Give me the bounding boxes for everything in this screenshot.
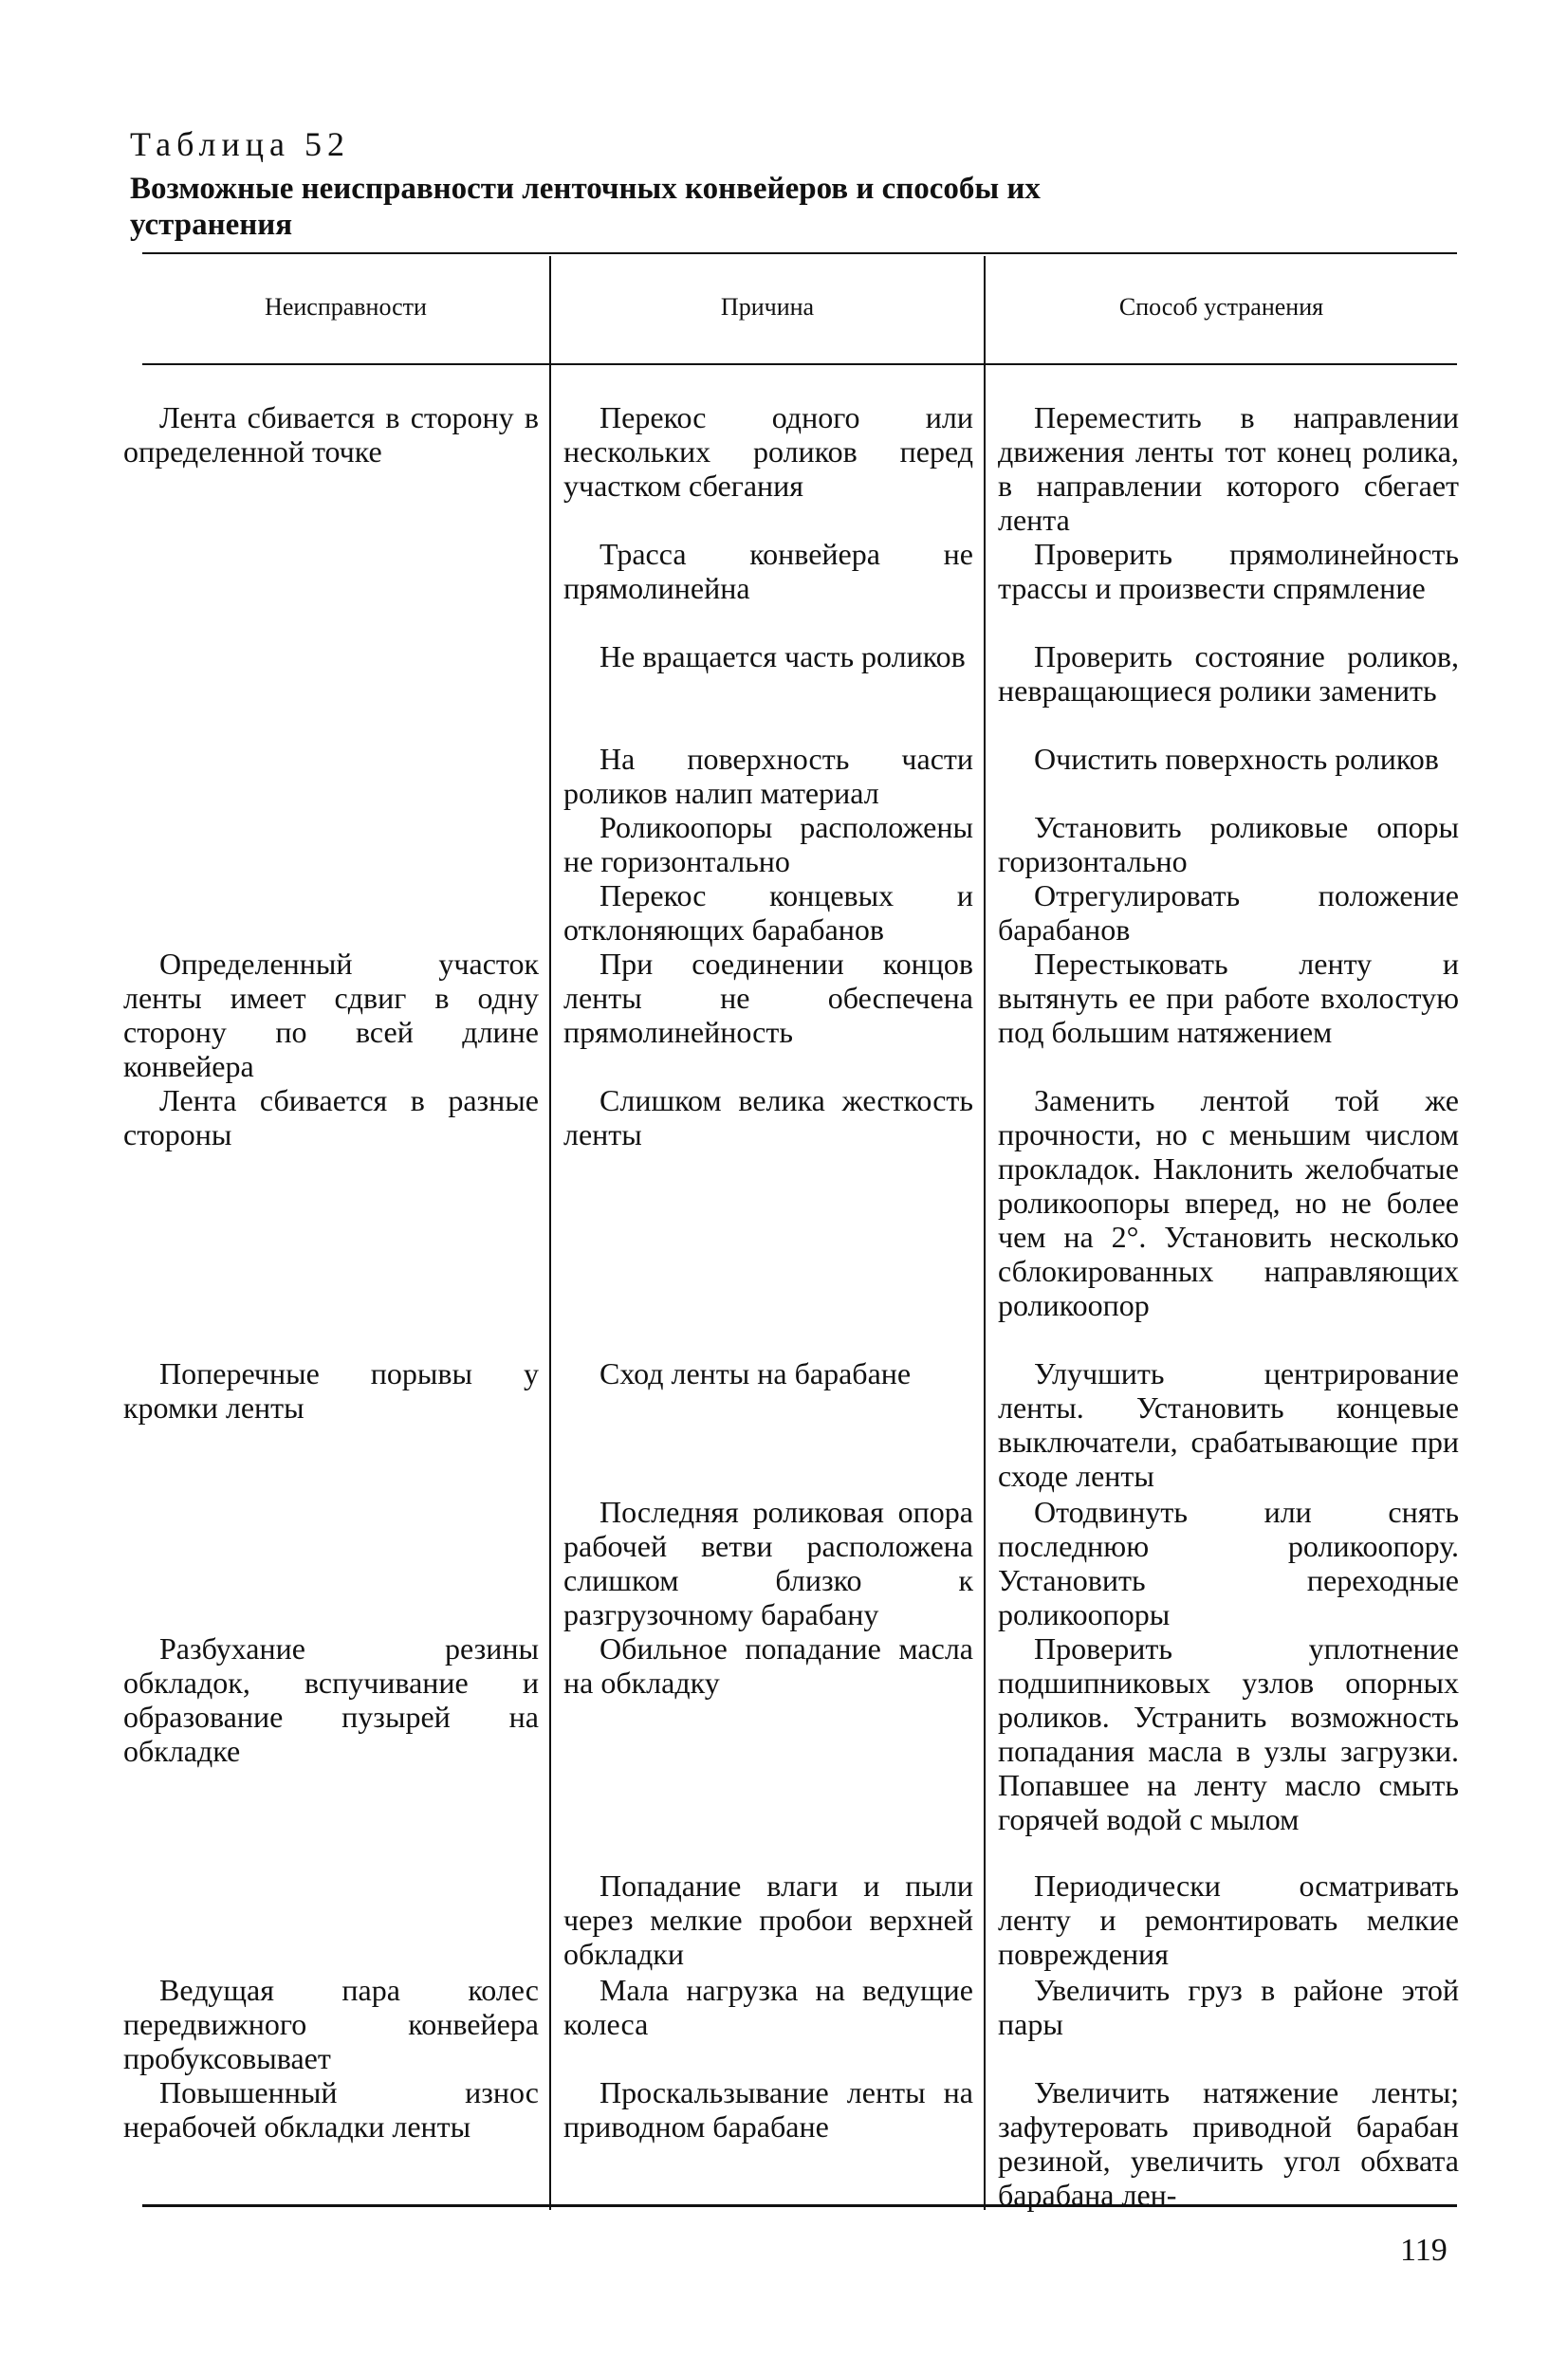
cause-cell: Последняя роликовая опора рабочей ветви расположена слишком близко к разгрузочному барабану: [563, 1495, 973, 1631]
remedy-cell: Отодвинуть или снять последнюю роликоопору. Установить переходные роликоопоры: [998, 1495, 1459, 1631]
cause-cell: Сход ленты на барабане: [600, 1356, 912, 1390]
cause-cell: Трасса конвейера не прямолинейна: [563, 537, 973, 605]
header-cause: Причина: [720, 293, 815, 321]
remedy-cell: Увеличить натяжение ленты; зафутеровать приводной барабан резиной, увеличить угол обхвата барабана лен-: [998, 2075, 1459, 2212]
table-title: Возможные неисправности ленточных конвейеров и способы их устранения: [130, 172, 1041, 242]
remedy-cell: Отрегулировать положение барабанов: [998, 878, 1459, 947]
remedy-cell: Проверить прямолинейность трассы и произвести спрямление: [998, 537, 1459, 605]
header-bottom-rule: [142, 363, 1457, 365]
fault-cell: Разбухание резины обкладок, вспучивание и образование пузырей на обкладке: [123, 1631, 539, 1768]
cause-cell: При соединении концов ленты не обеспечена прямолинейность: [563, 947, 973, 1049]
remedy-cell: Проверить состояние роликов, невращающиеся ролики заменить: [998, 639, 1459, 708]
remedy-cell: Установить роликовые опоры горизонтально: [998, 810, 1459, 878]
header-remedy: Способ устранения: [1118, 293, 1324, 321]
page-number: 119: [1400, 2233, 1448, 2268]
fault-cell: Лента сбивается в разные стороны: [123, 1083, 539, 1151]
remedy-cell: Переместить в направлении движения ленты тот конец ролика, в направлении которого сбегает лента: [998, 400, 1459, 537]
header-faults: Неисправности: [265, 293, 427, 321]
cause-cell: На поверхность части роликов налип материал: [563, 742, 973, 810]
column-divider-2: [984, 256, 986, 2210]
remedy-cell: Очистить поверхность роликов: [1034, 742, 1439, 776]
fault-cell: Лента сбивается в сторону в определенной точке: [123, 400, 539, 469]
cause-cell: Перекос концевых и отклоняющих барабанов: [563, 878, 973, 947]
remedy-cell: Улучшить центрирование ленты. Установить концевые выключатели, срабатывающие при сходе ленты: [998, 1356, 1459, 1493]
cause-cell: Попадание влаги и пыли через мелкие пробои верхней обкладки: [563, 1869, 973, 1971]
remedy-cell: Проверить уплотнение подшипниковых узлов опорных роликов. Устранить возможность попадания масла в узлы загрузки. Попавшее на ленту масло смыть горячей водой с мылом: [998, 1631, 1459, 1836]
cause-cell: Обильное попадание масла на обкладку: [563, 1631, 973, 1700]
cause-cell: Мала нагрузка на ведущие колеса: [563, 1973, 973, 2041]
table-caption: Таблица 52: [130, 125, 350, 163]
cause-cell: Роликоопоры расположены не горизонтально: [563, 810, 973, 878]
cause-cell: Слишком велика жесткость ленты: [563, 1083, 973, 1151]
column-divider-1: [549, 256, 551, 2210]
fault-cell: Повышенный износ нерабочей обкладки ленты: [123, 2075, 539, 2144]
cause-cell: Проскальзывание ленты на приводном барабане: [563, 2075, 973, 2144]
cause-cell: Перекос одного или нескольких роликов перед участком сбегания: [563, 400, 973, 503]
fault-cell: Поперечные порывы у кромки ленты: [123, 1356, 539, 1425]
fault-cell: Определенный участок ленты имеет сдвиг в одну сторону по всей длине конвейера: [123, 947, 539, 1083]
cause-cell: Не вращается часть роликов: [600, 639, 966, 673]
remedy-cell: Периодически осматривать ленту и ремонтировать мелкие повреждения: [998, 1869, 1459, 1971]
remedy-cell: Увеличить груз в районе этой пары: [998, 1973, 1459, 2041]
remedy-cell: Перестыковать ленту и вытянуть ее при работе вхолостую под большим натяжением: [998, 947, 1459, 1049]
remedy-cell: Заменить лентой той же прочности, но с меньшим числом прокладок. Наклонить желобчатые роликоопоры вперед, но не более чем на 2°. Установить несколько сблокированных направляющих роликоопор: [998, 1083, 1459, 1322]
fault-cell: Ведущая пара колес передвижного конвейера пробуксовывает: [123, 1973, 539, 2075]
